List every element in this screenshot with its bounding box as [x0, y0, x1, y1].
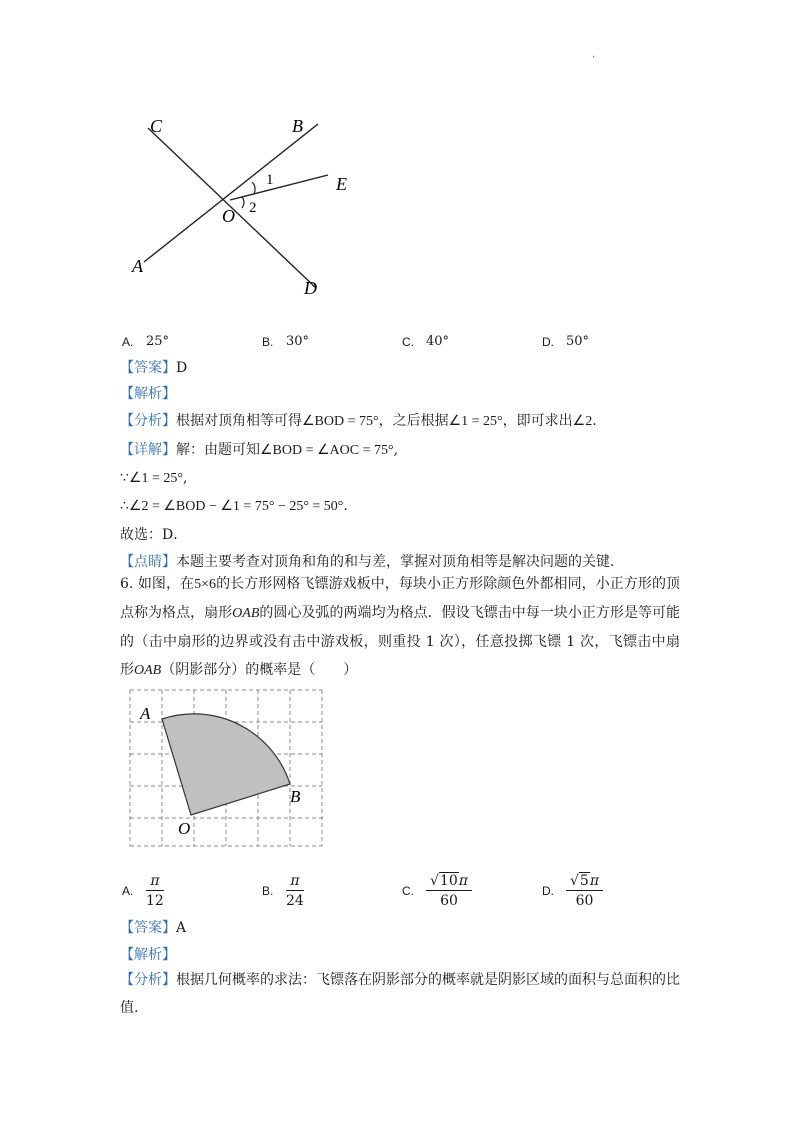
label-b: B — [292, 116, 303, 136]
fenxi-math-2: ∠1 = 25° — [448, 414, 503, 429]
q5-fenxi — [120, 411, 680, 432]
therefore-symbol: ∴ — [120, 498, 129, 514]
numerator — [566, 873, 603, 891]
dianjing-tag: 【点睛】 — [120, 554, 176, 570]
option-letter: A. — [122, 884, 134, 898]
numerator — [426, 873, 472, 891]
fenxi-math-3: ∠2 — [572, 414, 593, 429]
option-text: 40° — [426, 334, 450, 349]
fenxi-text-3: ，即可求出 — [502, 413, 573, 429]
label-c: C — [150, 116, 163, 136]
fenxi-text-4: . — [592, 413, 597, 429]
q6-text-2: 的长方形网格飞镖游戏板中，每块小正方形除颜色外都相同，小正方形的顶点称为格点，扇形 — [120, 576, 681, 621]
label-o: O — [222, 206, 235, 226]
because-tail: , — [182, 470, 188, 486]
q6-fenxi — [120, 966, 680, 1022]
q6-options — [122, 868, 682, 914]
q5-option-b[interactable] — [262, 334, 402, 349]
q6-text-1: 如图，在 — [137, 576, 195, 592]
fraction — [286, 873, 304, 909]
q5-option-c[interactable] — [402, 334, 542, 349]
denominator: 24 — [286, 893, 304, 909]
q6-text-3: 的圆心及弧的两端均为格点．假设飞镖击中每一块小正方形是等可能的（击中扇形的边界或没有击中游戏板，则重投 1 次），任意投掷飞镖 1 次，飞镖击中扇形 — [120, 605, 681, 678]
option-letter: C. — [402, 884, 414, 898]
sqrt-icon: √ — [570, 873, 579, 889]
line-ab — [144, 124, 318, 262]
shaded-sector-oab — [162, 714, 290, 815]
ray-oe — [230, 175, 328, 200]
option-text: 30° — [286, 334, 310, 349]
label-d: D — [304, 278, 317, 298]
label-angle-2: 2 — [249, 200, 257, 216]
q6-math-1: 5×6 — [194, 577, 217, 592]
fenxi-tag: 【分析】 — [120, 413, 176, 429]
fenxi-math-1: ∠BOD = 75° — [302, 414, 379, 429]
xiangjie-math-1: ∠BOD = ∠AOC = 75° — [260, 443, 394, 458]
xiangjie-text-2: , — [393, 442, 399, 458]
figure-grid-sector — [126, 686, 326, 850]
therefore-math: ∠2 = ∠BOD − ∠1 = 75° − 25° = 50° — [128, 499, 344, 514]
q5-because — [120, 468, 680, 489]
numerator: π — [286, 873, 303, 891]
q6-option-b[interactable] — [262, 868, 402, 914]
label-o: O — [178, 819, 191, 838]
option-text: 50° — [566, 334, 590, 349]
corner-mark: · — [592, 52, 596, 63]
q5-dianjing — [120, 552, 680, 572]
denominator: 12 — [146, 893, 164, 909]
option-letter: D. — [542, 334, 554, 349]
jiexi-tag: 【解析】 — [120, 947, 176, 963]
because-math: ∠1 = 25° — [128, 471, 183, 486]
label-b: B — [290, 787, 301, 806]
angle-2-arc — [242, 197, 244, 208]
answer-tag: 【答案】 — [120, 920, 176, 936]
radicand: 5 — [579, 873, 589, 889]
q5-choose: 故选：D． — [120, 527, 188, 543]
option-text: 25° — [146, 334, 170, 349]
fraction — [426, 873, 472, 909]
q5-xiangjie — [120, 440, 680, 461]
xiangjie-text-1: 解：由题可知 — [176, 442, 260, 458]
xiangjie-tag: 【详解】 — [120, 442, 176, 458]
fraction — [146, 873, 164, 909]
option-letter: B. — [262, 884, 274, 898]
jiexi-tag: 【解析】 — [120, 386, 176, 402]
answer-value: D — [176, 360, 188, 376]
label-e: E — [336, 174, 347, 194]
q5-therefore — [120, 496, 680, 517]
radicand: 10 — [439, 873, 458, 889]
label-angle-1: 1 — [266, 172, 274, 188]
q5-options — [122, 334, 682, 349]
fenxi-tag: 【分析】 — [120, 972, 176, 988]
q6-option-c[interactable] — [402, 868, 542, 914]
q6-math-2: OAB — [232, 606, 260, 621]
fraction — [566, 873, 603, 909]
denominator: 60 — [440, 893, 458, 909]
q6-stem — [120, 570, 680, 685]
q6-option-a[interactable] — [122, 868, 262, 914]
label-a: A — [132, 256, 143, 276]
because-symbol: ∵ — [120, 470, 129, 486]
q6-number: 6. — [120, 576, 134, 592]
q5-answer — [120, 358, 680, 378]
pi-symbol: π — [589, 873, 600, 889]
numerator: π — [146, 873, 163, 891]
angle-1-arc — [252, 182, 255, 194]
option-letter: D. — [542, 884, 554, 898]
answer-value: A — [176, 920, 187, 936]
fenxi-text-1: 根据对顶角相等可得 — [176, 413, 302, 429]
q6-option-d[interactable] — [542, 868, 682, 914]
answer-tag: 【答案】 — [120, 360, 176, 376]
q5-option-d[interactable] — [542, 334, 682, 349]
figure-intersecting-lines — [126, 112, 366, 302]
label-a: A — [140, 704, 151, 723]
sqrt-icon: √ — [430, 873, 439, 889]
option-letter: B. — [262, 334, 274, 349]
therefore-tail: . — [343, 498, 348, 514]
q5-jiexi — [120, 384, 680, 404]
dianjing-text: 本题主要考查对顶角和角的和与差，掌握对顶角相等是解决问题的关键. — [176, 554, 615, 570]
q6-text-4: （阴影部分）的概率是（ ） — [161, 662, 358, 678]
fenxi-text: 根据几何概率的求法：飞镖落在阴影部分的概率就是阴影区域的面积与总面积的比值. — [120, 972, 680, 1016]
pi-symbol: π — [458, 873, 468, 889]
option-letter: C. — [402, 334, 414, 349]
q6-answer — [120, 918, 680, 938]
option-letter: A. — [122, 334, 134, 349]
denominator: 60 — [575, 893, 594, 909]
q6-math-3: OAB — [134, 663, 162, 678]
q5-option-a[interactable] — [122, 334, 262, 349]
fenxi-text-2: ，之后根据 — [378, 413, 449, 429]
q6-jiexi — [120, 945, 680, 965]
